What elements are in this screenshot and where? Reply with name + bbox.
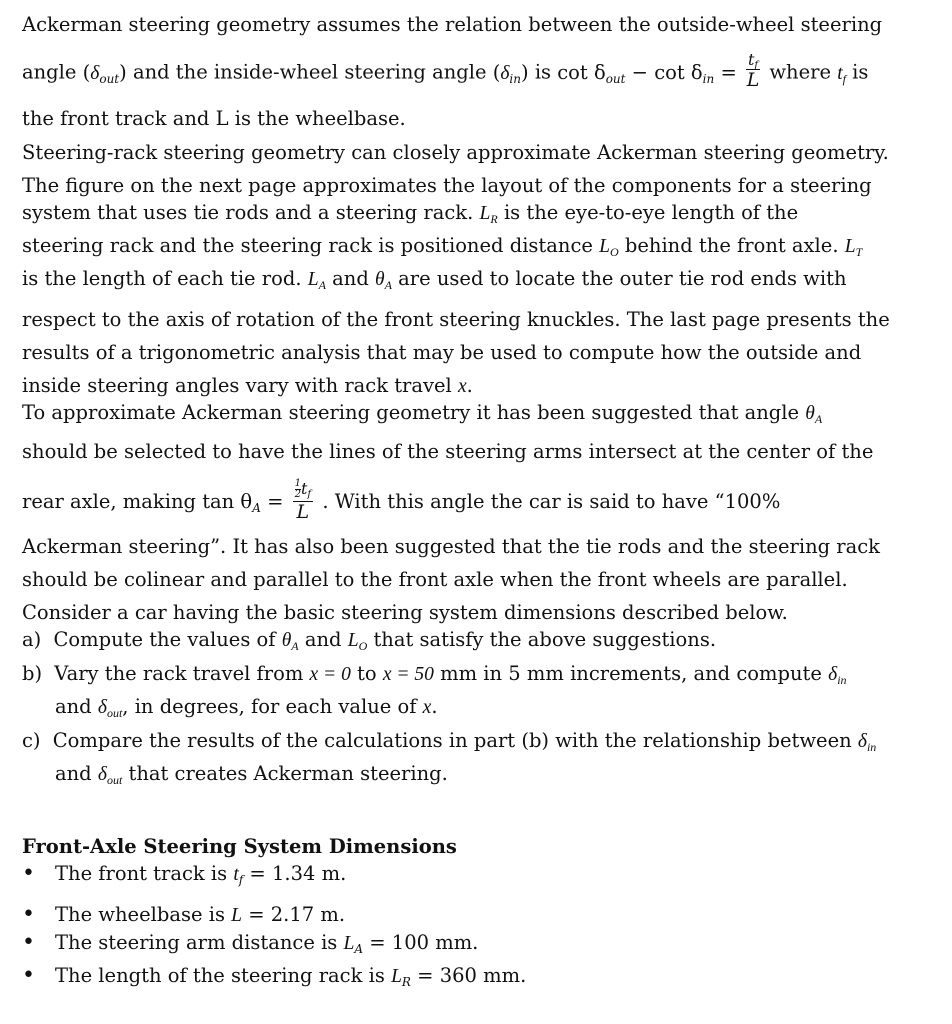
thetaA-symbol — [282, 630, 299, 651]
sub: R — [490, 212, 498, 226]
dimension-text — [55, 928, 478, 959]
text: is — [534, 60, 552, 84]
dimension-item — [22, 900, 622, 930]
text: δ — [828, 664, 838, 685]
para2-line4 — [22, 231, 862, 262]
sub: out — [106, 773, 123, 787]
LR-symbol — [480, 203, 498, 224]
sub: in — [837, 673, 847, 687]
text: and — [55, 762, 92, 785]
text: mm in 5 mm increments, and compute — [440, 662, 822, 685]
para3-line6 — [22, 598, 788, 628]
cot-expression — [557, 61, 737, 84]
dimension-text — [55, 859, 346, 890]
bullet-icon: • — [22, 930, 35, 955]
text: Vary the rack travel from — [54, 662, 304, 685]
delta-out-paren: $(\delta_{out})$ — [82, 60, 127, 86]
text: L — [844, 236, 856, 257]
para3-line3 — [22, 478, 781, 524]
sub: in — [866, 740, 877, 754]
value: = 100 mm. — [369, 931, 479, 954]
sub: out — [605, 71, 626, 86]
text: The steering arm distance is — [55, 931, 338, 954]
text: The figure on the next page approximates the layout of the components for a steering — [22, 174, 872, 197]
text: . With this angle the car is said to have “100% — [322, 490, 781, 513]
LA-symbol — [308, 269, 326, 290]
half-num: 1 — [294, 478, 301, 489]
x50-expr: x = 50 — [382, 664, 434, 685]
delta-in-symbol — [828, 664, 846, 685]
text: t — [747, 50, 755, 69]
LO-symbol — [599, 236, 619, 257]
para2-line6 — [22, 305, 890, 335]
delta-out-symbol — [98, 697, 122, 718]
delta-symbol: δ — [90, 62, 100, 84]
text: and the inside-wheel steering angle — [132, 60, 487, 84]
text: Steering-rack steering geometry can closely approximate Ackerman steering geometry. — [22, 141, 889, 164]
value: = 2.17 m. — [248, 903, 346, 926]
half-tf-over-L-fraction — [293, 479, 314, 522]
para2-line1 — [22, 138, 889, 168]
para3-line2 — [22, 437, 873, 467]
tf-symbol — [837, 63, 846, 84]
text: should be selected to have the lines of the steering arms intersect at the center of the — [22, 440, 874, 463]
sub: R — [401, 975, 411, 989]
text: respect to the axis of rotation of the front steering knuckles. The last page presents the — [22, 308, 890, 331]
delta-symbol: δ — [500, 62, 510, 84]
text: L — [347, 630, 359, 651]
text: Compare the results of the calculations in part (b) with the relationship between — [52, 729, 852, 752]
sub: out — [106, 706, 123, 720]
text: that creates Ackerman steering. — [128, 762, 448, 785]
text: The front track is — [55, 862, 228, 885]
sub: in — [702, 71, 715, 86]
sub: A — [354, 942, 364, 956]
text: θ — [375, 269, 385, 290]
dimension-item — [22, 961, 622, 991]
sub: A — [252, 501, 261, 515]
text: angle — [22, 60, 77, 84]
text: The wheelbase is — [55, 903, 225, 926]
delta-out-symbol — [98, 764, 122, 785]
x0-expr: x = 0 — [309, 664, 351, 685]
text: θ — [805, 403, 815, 424]
sub: A — [318, 278, 326, 292]
text: L — [479, 203, 491, 224]
text: − cot δ — [625, 60, 703, 84]
sub: in — [509, 71, 521, 86]
text: θ — [281, 630, 292, 651]
LT-symbol — [845, 236, 863, 257]
tf-over-L-fraction — [746, 52, 760, 90]
text: The length of the steering rack is — [55, 964, 385, 987]
text: Ackerman steering geometry assumes the relation between the outside-wheel steering — [22, 13, 883, 36]
question-c-line2 — [55, 759, 448, 790]
text: is the eye-to-eye length of the — [503, 201, 799, 224]
text: the front track and L is the wheelbase. — [22, 107, 406, 130]
text: . — [466, 374, 473, 397]
sub: out — [99, 71, 120, 86]
value: = 1.34 m. — [249, 862, 347, 885]
sub: A — [814, 412, 823, 426]
bullet-icon: • — [22, 902, 35, 927]
question-b-line1 — [22, 659, 847, 690]
text: are used to locate the outer tie rod ends with — [398, 267, 847, 290]
text: δ — [857, 731, 867, 752]
text: to — [357, 662, 377, 685]
dimension-text — [55, 961, 526, 992]
numerator — [293, 479, 314, 502]
label: b) — [22, 662, 43, 685]
text: and — [332, 267, 369, 290]
text: cot δ — [557, 60, 606, 84]
question-c-line1 — [22, 726, 876, 757]
delta-in-paren: $(\delta_{in})$ — [492, 60, 529, 86]
para1-line2 — [22, 50, 869, 92]
para1-line1 — [22, 10, 882, 40]
para2-line7 — [22, 338, 861, 368]
LO-symbol — [348, 630, 368, 651]
para1-line3 — [22, 104, 406, 134]
bullet-icon: • — [22, 861, 35, 886]
text: where — [769, 60, 831, 84]
symbol: L — [231, 905, 243, 926]
dimension-item — [22, 928, 622, 958]
text: t — [300, 479, 308, 498]
sub: f — [307, 489, 312, 500]
symbol: t — [233, 864, 239, 885]
para3-line4 — [22, 532, 880, 562]
text: δ — [97, 697, 107, 718]
text: t — [837, 62, 843, 84]
x-symbol: x — [458, 376, 467, 397]
sub: f — [754, 60, 759, 71]
text: behind the front axle. — [624, 234, 839, 257]
sub: A — [291, 639, 299, 653]
symbol: L — [343, 933, 355, 954]
text: should be colinear and parallel to the front axle when the front wheels are parallel. — [22, 568, 848, 591]
sub: O — [358, 639, 368, 653]
text: and — [55, 695, 92, 718]
symbol: L — [391, 966, 402, 987]
dimension-text — [55, 900, 345, 931]
text: is — [852, 60, 869, 84]
text: To approximate Ackerman steering geometry it has been suggested that angle — [22, 401, 800, 424]
para3-line5 — [22, 565, 848, 595]
text: , in degrees, for each value of — [122, 695, 417, 718]
para2-line3 — [22, 198, 798, 229]
equals: = — [267, 490, 284, 513]
numerator — [746, 52, 760, 70]
sub: f — [238, 873, 244, 887]
text: rear axle, making tan θ — [22, 490, 253, 513]
para3-line1 — [22, 398, 822, 429]
denominator: L — [746, 69, 760, 91]
dimension-item — [22, 859, 622, 889]
label: c) — [22, 729, 41, 752]
sub: O — [609, 245, 619, 259]
equals: = — [720, 60, 737, 84]
sub: A — [384, 278, 392, 292]
text: and — [304, 628, 342, 651]
text: inside steering angles vary with rack travel — [22, 374, 452, 397]
sub: T — [855, 245, 863, 259]
thetaA-symbol — [805, 403, 822, 424]
x-symbol: x — [422, 697, 432, 718]
text: Compute the values of — [53, 628, 276, 651]
label: a) — [22, 628, 42, 651]
text: Consider a car having the basic steering system dimensions described below. — [22, 601, 788, 624]
text: results of a trigonometric analysis that may be used to compute how the outside and — [22, 341, 862, 364]
sub: f — [842, 71, 846, 86]
text: δ — [97, 764, 107, 785]
text: L — [599, 236, 610, 257]
para2-line2 — [22, 171, 872, 201]
bullet-icon: • — [22, 963, 35, 988]
text: L — [307, 269, 319, 290]
value: = 360 mm. — [417, 964, 527, 987]
question-a — [22, 625, 716, 656]
text: that satisfy the above suggestions. — [373, 628, 717, 651]
question-b-line2: and $\delta_{out}$, in degrees, for each value of x. — [55, 695, 438, 720]
thetaA-symbol — [375, 269, 392, 290]
dimensions-heading: Front-Axle Steering System Dimensions — [22, 835, 457, 858]
para2-line5 — [22, 264, 847, 295]
text: system that uses tie rods and a steering rack. — [22, 201, 474, 224]
text: is the length of each tie rod. — [22, 267, 302, 290]
half-den: 2 — [294, 489, 301, 500]
text: steering rack and the steering rack is positioned distance — [22, 234, 593, 257]
denominator: L — [296, 501, 310, 523]
text: Ackerman steering”. It has also been suggested that the tie rods and the steering rack — [22, 535, 880, 558]
delta-in-symbol — [858, 731, 876, 752]
